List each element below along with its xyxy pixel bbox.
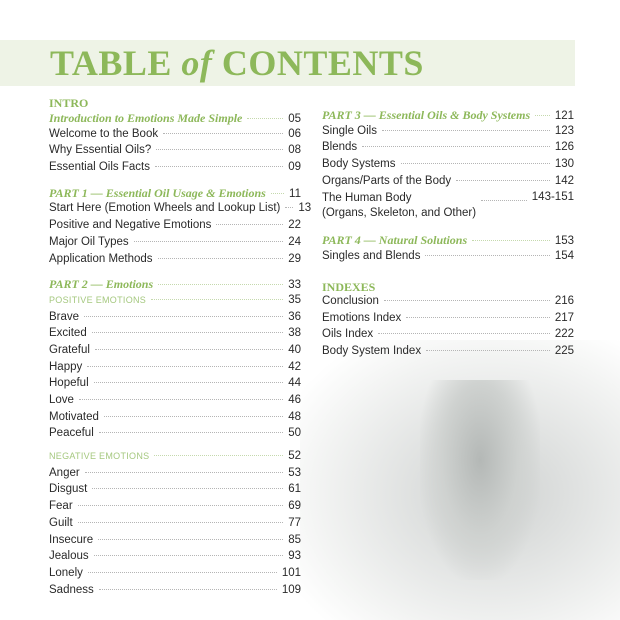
toc-entry-label: Oils Index bbox=[322, 328, 374, 341]
title-part-3: CONTENTS bbox=[212, 43, 424, 83]
toc-entry-label: Emotions Index bbox=[322, 311, 402, 324]
leader-dots bbox=[285, 207, 293, 208]
toc-entry-page: 216 bbox=[554, 294, 574, 307]
toc-entry[interactable] bbox=[322, 108, 574, 125]
leader-dots bbox=[456, 180, 550, 181]
toc-entry[interactable] bbox=[322, 233, 574, 250]
toc-entry[interactable] bbox=[322, 328, 574, 345]
toc-left-column bbox=[49, 95, 312, 600]
leader-dots bbox=[247, 118, 283, 119]
background-figure bbox=[420, 380, 540, 580]
leader-dots bbox=[87, 366, 283, 367]
toc-entry[interactable] bbox=[49, 517, 301, 534]
leader-dots bbox=[384, 300, 550, 301]
toc-entry-page: 33 bbox=[288, 279, 301, 292]
page-title bbox=[50, 42, 424, 84]
leader-dots bbox=[155, 166, 283, 167]
toc-entry-label bbox=[322, 191, 476, 221]
toc-entry-page: 126 bbox=[554, 141, 574, 154]
leader-dots bbox=[94, 382, 284, 383]
toc-entry-label: NEGATIVE EMOTIONS bbox=[49, 451, 150, 462]
toc-entry-label: Major Oil Types bbox=[49, 235, 129, 248]
leader-dots bbox=[426, 350, 550, 351]
toc-entry-page: 123 bbox=[554, 124, 574, 137]
toc-entry-human-body[interactable] bbox=[322, 191, 574, 221]
toc-entry-page: 24 bbox=[288, 235, 301, 248]
leader-dots bbox=[481, 200, 527, 201]
leader-dots bbox=[406, 317, 550, 318]
toc-entry-page: 50 bbox=[288, 427, 301, 440]
leader-dots bbox=[92, 332, 283, 333]
toc-entry-label: Sadness bbox=[49, 583, 94, 596]
toc-entry-label: Single Oils bbox=[322, 124, 377, 137]
toc-entry[interactable] bbox=[49, 202, 312, 219]
part4-heading bbox=[322, 233, 574, 250]
toc-entry-page: 225 bbox=[554, 344, 574, 357]
toc-entry[interactable] bbox=[49, 277, 301, 294]
leader-dots bbox=[535, 115, 550, 116]
toc-entry[interactable] bbox=[322, 158, 574, 175]
toc-entry[interactable] bbox=[49, 128, 301, 145]
human-body-line2: (Organs, Skeleton, and Other) bbox=[322, 207, 477, 220]
negative-emotions-heading bbox=[49, 450, 301, 467]
toc-entry[interactable] bbox=[49, 427, 301, 444]
toc-entry[interactable] bbox=[322, 345, 574, 362]
toc-entry-label: Love bbox=[49, 394, 74, 406]
toc-entry-page: 22 bbox=[288, 219, 301, 232]
toc-entry[interactable] bbox=[322, 125, 574, 142]
toc-entry-page: 40 bbox=[288, 343, 301, 356]
toc-entry[interactable] bbox=[49, 550, 301, 567]
toc-entry[interactable] bbox=[49, 361, 301, 378]
toc-entry-label: Anger bbox=[49, 466, 80, 479]
leader-dots bbox=[99, 589, 277, 590]
toc-entry-page: 101 bbox=[281, 566, 301, 579]
leader-dots bbox=[163, 133, 283, 134]
toc-entry-page: 48 bbox=[288, 410, 301, 423]
toc-entry[interactable] bbox=[49, 161, 301, 178]
intro-list bbox=[49, 111, 301, 178]
toc-entry-page: 06 bbox=[288, 127, 301, 140]
toc-entry-label: Positive and Negative Emotions bbox=[49, 219, 212, 232]
leader-dots bbox=[88, 572, 277, 573]
section-heading-indexes: INDEXES bbox=[322, 279, 376, 294]
toc-entry[interactable] bbox=[49, 294, 301, 311]
toc-entry[interactable] bbox=[49, 253, 301, 270]
toc-entry-label: Introduction to Emotions Made Simple bbox=[49, 111, 243, 125]
leader-dots bbox=[78, 522, 284, 523]
toc-entry[interactable] bbox=[49, 450, 301, 467]
toc-entry-page: 05 bbox=[288, 113, 301, 125]
toc-entry-label: Essential Oils Facts bbox=[49, 161, 150, 174]
toc-entry-label: Disgust bbox=[49, 483, 88, 496]
leader-dots bbox=[104, 416, 283, 417]
toc-entry-page: 130 bbox=[554, 158, 574, 171]
toc-entry[interactable] bbox=[49, 311, 301, 328]
toc-entry-page: 93 bbox=[288, 550, 301, 563]
leader-dots bbox=[401, 163, 550, 164]
leader-dots bbox=[158, 284, 283, 285]
toc-entry[interactable] bbox=[49, 500, 301, 517]
indexes-list bbox=[322, 295, 574, 362]
toc-entry-page: 61 bbox=[288, 483, 301, 496]
part3-heading bbox=[322, 108, 574, 125]
toc-entry[interactable] bbox=[49, 144, 301, 161]
toc-entry-label: Blends bbox=[322, 141, 358, 154]
leader-dots bbox=[151, 299, 283, 300]
toc-entry-label: PART 2 — Emotions bbox=[49, 277, 154, 292]
toc-entry-label: Jealous bbox=[49, 550, 89, 563]
title-part-2: of bbox=[181, 43, 213, 83]
toc-entry-page: 109 bbox=[281, 583, 301, 596]
part1-list bbox=[49, 202, 312, 269]
leader-dots bbox=[78, 505, 284, 506]
toc-entry[interactable] bbox=[49, 327, 301, 344]
leader-dots bbox=[79, 399, 283, 400]
toc-entry-page: 53 bbox=[288, 466, 301, 479]
section-heading-intro: INTRO bbox=[49, 96, 89, 110]
leader-dots bbox=[472, 240, 550, 241]
toc-entry-label: Conclusion bbox=[322, 294, 379, 307]
leader-dots bbox=[92, 488, 283, 489]
toc-entry[interactable] bbox=[49, 344, 301, 361]
toc-entry-page: 29 bbox=[288, 252, 301, 265]
toc-entry-page: 46 bbox=[288, 394, 301, 406]
toc-entry-label: PART 1 — Essential Oil Usage & Emotions bbox=[49, 185, 266, 200]
leader-dots bbox=[98, 539, 283, 540]
toc-entry-label: Peaceful bbox=[49, 427, 94, 440]
toc-entry[interactable] bbox=[49, 567, 301, 584]
toc-entry[interactable] bbox=[322, 175, 574, 192]
toc-entry[interactable] bbox=[49, 394, 301, 411]
toc-entry-page: 52 bbox=[288, 450, 301, 463]
toc-entry-label: Body System Index bbox=[322, 344, 422, 357]
leader-dots bbox=[271, 193, 284, 194]
toc-entry[interactable] bbox=[49, 236, 301, 253]
toc-entry-label: Motivated bbox=[49, 410, 99, 423]
toc-entry-label: Happy bbox=[49, 360, 83, 373]
toc-entry-page: 44 bbox=[288, 377, 301, 390]
leader-dots bbox=[95, 349, 283, 350]
toc-entry-label: Brave bbox=[49, 310, 80, 323]
part3-list bbox=[322, 125, 574, 192]
leader-dots bbox=[158, 258, 284, 259]
positive-emotions-list bbox=[49, 311, 301, 445]
toc-right-column bbox=[322, 108, 574, 362]
toc-entry-label: Hopeful bbox=[49, 377, 89, 390]
leader-dots bbox=[99, 432, 283, 433]
toc-entry-page: 13 bbox=[298, 202, 312, 215]
leader-dots bbox=[94, 555, 284, 556]
toc-entry[interactable] bbox=[49, 534, 301, 551]
part4-list bbox=[322, 250, 574, 267]
toc-entry[interactable] bbox=[49, 467, 301, 484]
toc-entry[interactable] bbox=[322, 312, 574, 329]
leader-dots bbox=[134, 241, 284, 242]
toc-entry-page: 121 bbox=[554, 110, 574, 122]
toc-entry-label: Organs/Parts of the Body bbox=[322, 174, 452, 187]
toc-entry-label: Grateful bbox=[49, 343, 90, 356]
toc-entry-label: Insecure bbox=[49, 533, 94, 546]
leader-dots bbox=[378, 333, 550, 334]
toc-entry[interactable] bbox=[49, 111, 301, 128]
toc-entry-page: 77 bbox=[288, 516, 301, 529]
toc-entry-page: 42 bbox=[288, 360, 301, 373]
toc-entry[interactable] bbox=[49, 186, 301, 203]
toc-entry[interactable] bbox=[49, 483, 301, 500]
toc-entry-page: 142 bbox=[554, 174, 574, 187]
toc-entry[interactable] bbox=[49, 411, 301, 428]
toc-entry[interactable] bbox=[49, 219, 301, 236]
toc-entry-label: Body Systems bbox=[322, 158, 396, 171]
toc-entry-page: 217 bbox=[554, 311, 574, 324]
leader-dots bbox=[154, 455, 283, 456]
toc-entry-page: 35 bbox=[288, 293, 301, 306]
leader-dots bbox=[85, 472, 284, 473]
title-part-1: TABLE bbox=[50, 43, 182, 83]
toc-entry-page: 09 bbox=[288, 161, 301, 174]
leader-dots bbox=[382, 130, 550, 131]
toc-entry-label: Excited bbox=[49, 327, 87, 340]
toc-entry[interactable] bbox=[49, 377, 301, 394]
toc-entry-page: 08 bbox=[288, 144, 301, 157]
part2-heading bbox=[49, 277, 301, 294]
toc-entry-page: 153 bbox=[554, 235, 574, 248]
toc-entry-label: Fear bbox=[49, 500, 73, 513]
toc-entry-page: 69 bbox=[288, 500, 301, 513]
leader-dots bbox=[425, 255, 549, 256]
toc-entry-page: 154 bbox=[554, 250, 574, 263]
toc-entry-label: Start Here (Emotion Wheels and Lookup List) bbox=[49, 202, 281, 215]
toc-entry[interactable] bbox=[49, 584, 301, 601]
human-body-line1: The Human Body bbox=[322, 192, 412, 205]
toc-entry-label: Welcome to the Book bbox=[49, 127, 159, 140]
toc-entry-label: Lonely bbox=[49, 566, 83, 579]
toc-entry-label: Application Methods bbox=[49, 252, 153, 265]
leader-dots bbox=[156, 149, 283, 150]
leader-dots bbox=[84, 316, 283, 317]
toc-entry-label: Guilt bbox=[49, 516, 73, 529]
toc-entry-page: 85 bbox=[288, 533, 301, 546]
toc-entry-page: 11 bbox=[289, 187, 301, 200]
toc-entry-page: 38 bbox=[288, 327, 301, 340]
positive-emotions-heading bbox=[49, 294, 301, 311]
toc-entry-label: PART 4 — Natural Solutions bbox=[322, 233, 468, 248]
toc-entry-label: Singles and Blends bbox=[322, 250, 421, 263]
part1-heading bbox=[49, 186, 301, 203]
toc-entry[interactable] bbox=[322, 250, 574, 267]
toc-entry[interactable] bbox=[322, 295, 574, 312]
leader-dots bbox=[362, 146, 550, 147]
toc-entry-page: 222 bbox=[554, 328, 574, 341]
leader-dots bbox=[216, 224, 283, 225]
toc-entry-label: Why Essential Oils? bbox=[49, 144, 152, 157]
negative-emotions-list bbox=[49, 467, 301, 601]
toc-entry-label: PART 3 — Essential Oils & Body Systems bbox=[322, 108, 531, 122]
toc-entry-label: POSITIVE EMOTIONS bbox=[49, 294, 147, 305]
toc-entry[interactable] bbox=[322, 141, 574, 158]
toc-entry-page: 143-151 bbox=[531, 191, 574, 204]
toc-entry-page: 36 bbox=[288, 310, 301, 323]
